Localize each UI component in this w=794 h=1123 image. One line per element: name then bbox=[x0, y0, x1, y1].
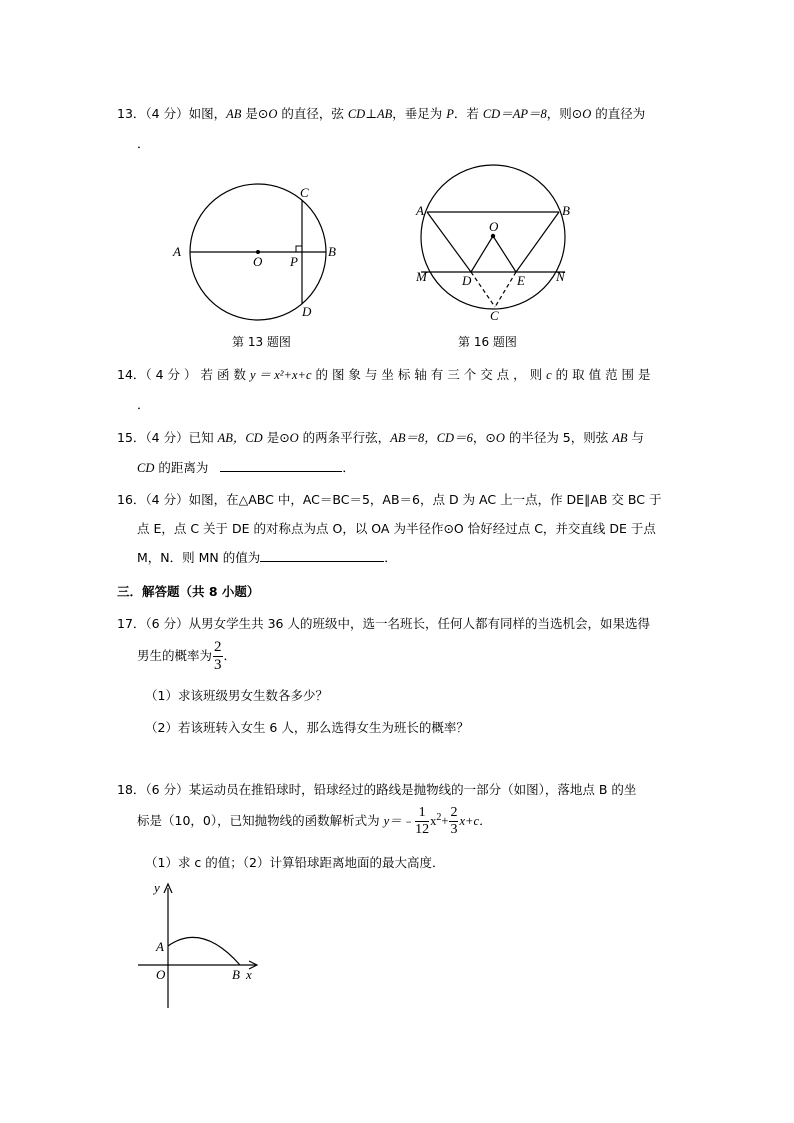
question-13: 13．（4 分）如图，AB 是⊙O 的直径，弦 CD⊥AB，垂足为 P．若 CD＝AP＝8，则⊙O 的直径为 bbox=[117, 106, 646, 121]
figure-16 bbox=[410, 162, 580, 327]
fig13-label-d: D bbox=[302, 304, 312, 319]
section-title: 三．解答题（共 8 小题） bbox=[117, 584, 260, 599]
fig16-label-d: D bbox=[462, 273, 472, 288]
fig13-label-a: A bbox=[173, 244, 181, 259]
fig13-caption: 第 13 题图 bbox=[232, 335, 291, 349]
fig18-label-o: O bbox=[156, 967, 166, 982]
fig16-label-m: M bbox=[416, 269, 427, 284]
question-18-line1: 18．（6 分）某运动员在推铅球时，铅球经过的路线是抛物线的一部分（如图），落地点 B 的坐 bbox=[117, 782, 637, 797]
question-14: 14．（ 4 分 ） 若 函 数 y ＝ x²+x+c 的 图 象 与 坐 标 轴 有 三 个 交 点 ， 则 c 的 取 值 范 围 是 bbox=[117, 367, 651, 382]
fig16-center-dot bbox=[491, 234, 495, 238]
fig16-label-o: O bbox=[489, 219, 499, 234]
fig18-parabola bbox=[168, 937, 240, 965]
fig16-oe bbox=[493, 236, 516, 272]
fig18-label-y: y bbox=[154, 880, 160, 895]
fig18-label-x: x bbox=[246, 967, 252, 982]
question-16-line2: 点 E，点 C 关于 DE 的对称点为点 O，以 OA 为半径作⊙O 恰好经过点 C，并交直线 DE 于点 bbox=[137, 521, 656, 536]
question-18-line2: 标是（10，0），已知抛物线的函数解析式为 y＝﹣ $\frac{1}{12}$ $x^2+$ $\frac{2}{3}$ x+c． bbox=[137, 805, 492, 837]
fraction-two-thirds-b: $\frac{2}{3}$ bbox=[450, 805, 458, 837]
answer-blank-16[interactable] bbox=[260, 549, 384, 562]
question-17-sub1: （1）求该班级男女生数各多少？ bbox=[145, 688, 328, 703]
fig16-od bbox=[471, 236, 493, 272]
fig16-caption: 第 16 题图 bbox=[458, 335, 517, 349]
question-17-line1: 17．（6 分）从男女学生共 36 人的班级中，选一名班长，任何人都有同样的当选机会，如果选得 bbox=[117, 616, 650, 631]
fig13-label-o: O bbox=[253, 254, 263, 269]
fig18-label-a: A bbox=[156, 939, 164, 954]
fig13-label-p: P bbox=[290, 254, 298, 269]
question-17-sub2: （2）若该班转入女生 6 人，那么选得女生为班长的概率？ bbox=[145, 720, 469, 735]
fig13-label-b: B bbox=[328, 244, 336, 259]
fig16-label-c: C bbox=[490, 308, 499, 323]
question-16-line3: M，N．则 MN 的值为 ． bbox=[137, 550, 397, 565]
question-13-tail: ． bbox=[137, 136, 150, 151]
answer-blank-15[interactable] bbox=[220, 459, 342, 472]
fig16-label-e: E bbox=[517, 273, 525, 288]
fig16-dc bbox=[471, 272, 495, 307]
figure-18 bbox=[136, 880, 266, 1010]
fraction-two-thirds: $\frac{2}{3}$ bbox=[214, 639, 222, 673]
fig13-right-angle bbox=[296, 246, 302, 252]
fig16-side-bc bbox=[516, 212, 559, 272]
fig16-label-a: A bbox=[416, 203, 424, 218]
question-14-tail: ． bbox=[137, 397, 150, 412]
question-17-line2: 男生的概率为 $\frac{2}{3}$ ． bbox=[137, 639, 237, 673]
fig18-label-b: B bbox=[232, 967, 240, 982]
fig16-ec bbox=[495, 272, 516, 307]
question-15: 15．（4 分）已知 AB，CD 是⊙O 的两条平行弦，AB＝8，CD＝6，⊙O 的半径为 5，则弦 AB 与 bbox=[117, 430, 644, 445]
fig16-side-ac bbox=[427, 212, 471, 272]
question-16-line1: 16．（4 分）如图，在△ABC 中，AC＝BC＝5，AB＝6，点 D 为 AC 上一点，作 DE∥AB 交 BC 于 bbox=[117, 492, 662, 507]
question-18-sub: （1）求 c 的值；（2）计算铅球距离地面的最大高度． bbox=[145, 855, 445, 870]
fraction-one-twelfth: $\frac{1}{12}$ bbox=[415, 805, 430, 837]
fig13-label-c: C bbox=[300, 185, 309, 200]
fig16-label-b: B bbox=[562, 203, 570, 218]
figure-13 bbox=[165, 180, 345, 330]
question-15-line2: CD 的距离为 ． bbox=[137, 460, 355, 475]
fig16-label-n: N bbox=[556, 269, 565, 284]
